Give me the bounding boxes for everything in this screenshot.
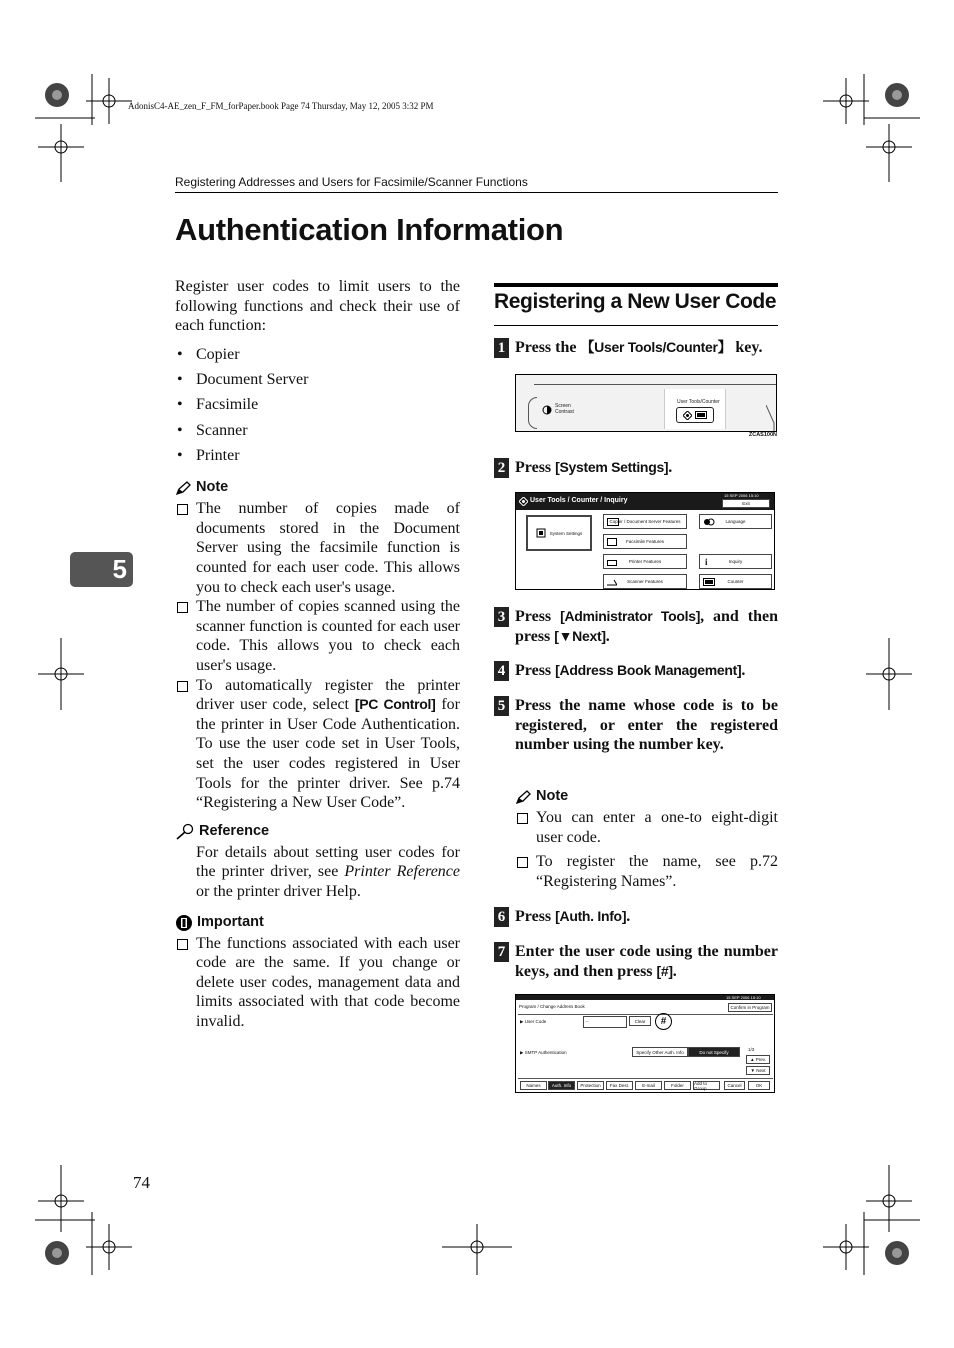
note-item: To register the name, see p.72 “Registering Names”. bbox=[515, 852, 778, 891]
list-item: • Scanner bbox=[175, 418, 460, 443]
tab-email[interactable]: E-mail bbox=[635, 1081, 662, 1090]
user-tools-icon bbox=[519, 497, 528, 506]
intro-paragraph: Register user codes to limit users to the following functions and check their use of each function: bbox=[175, 278, 460, 335]
note-text: To automatically register the printer driver user code, select bbox=[196, 676, 460, 714]
control-panel-figure bbox=[515, 374, 777, 440]
step-text bbox=[515, 907, 778, 927]
fax-icon bbox=[607, 538, 617, 546]
file-info: AdonisC4-AE_zen_F_FM_forPaper.book Page 74 Thursday, May 12, 2005 3:32 PM bbox=[128, 101, 434, 111]
screen-datetime: 15 SEP 2006 15:10 bbox=[726, 995, 761, 1000]
step-6 bbox=[494, 907, 778, 927]
system-settings-term: [System Settings] bbox=[555, 459, 669, 475]
next-button[interactable]: ▼ Next bbox=[746, 1066, 770, 1075]
tab-fax-dest[interactable]: Fax Dest. bbox=[606, 1081, 633, 1090]
pencil-icon bbox=[515, 790, 532, 805]
list-item: • Copier bbox=[175, 342, 460, 367]
step-text-part: . bbox=[668, 459, 673, 476]
prev-button[interactable]: ▲ Prev. bbox=[746, 1055, 770, 1064]
step-number: 2 bbox=[494, 458, 509, 478]
counter-button[interactable] bbox=[699, 574, 772, 589]
panel-corner bbox=[766, 405, 777, 432]
important-heading bbox=[175, 912, 460, 934]
panel-body bbox=[515, 374, 777, 432]
step-text-part: Press bbox=[515, 662, 556, 679]
pc-control-term: [PC Control] bbox=[354, 696, 436, 713]
section-bottom-rule bbox=[494, 325, 778, 326]
note-label: Note bbox=[536, 788, 569, 805]
language-button[interactable] bbox=[699, 514, 772, 529]
administrator-tools-term: [Administrator Tools] bbox=[560, 608, 701, 624]
dial-edge bbox=[528, 397, 537, 429]
button-label: Scanner Features bbox=[627, 579, 663, 584]
user-tools-counter-key[interactable] bbox=[676, 407, 714, 423]
step-number: 6 bbox=[494, 907, 509, 927]
step-text-part: . bbox=[741, 662, 746, 679]
magnifier-icon bbox=[175, 823, 195, 840]
page-title: Authentication Information bbox=[175, 212, 564, 247]
user-tools-icon bbox=[683, 411, 692, 420]
reference-text-part: For details about setting user codes for the printer driver, see bbox=[196, 843, 460, 881]
step-text-part: Press the bbox=[515, 339, 581, 356]
smtp-auth-label: ▶ SMTP Authentication bbox=[520, 1050, 567, 1055]
screen-datetime: 15 SEP 2006 15:10 bbox=[724, 493, 759, 498]
note-heading bbox=[515, 786, 778, 808]
function-list bbox=[175, 342, 460, 468]
step-number: 7 bbox=[494, 942, 509, 962]
hash-key-icon[interactable]: # bbox=[655, 1013, 672, 1030]
button-label: Counter bbox=[727, 579, 744, 584]
user-tools-key-term: 【User Tools/Counter】 bbox=[580, 339, 732, 355]
screen-header bbox=[516, 493, 774, 510]
address-book-screen bbox=[515, 994, 775, 1093]
copier-icon bbox=[607, 518, 619, 526]
cancel-button[interactable]: Cancel bbox=[724, 1081, 745, 1090]
step-number: 5 bbox=[494, 696, 509, 716]
ok-button[interactable]: OK bbox=[748, 1081, 770, 1090]
step-text-part: . bbox=[626, 908, 631, 925]
page-indicator: 1/3 bbox=[748, 1047, 755, 1052]
reference-label: Reference bbox=[199, 822, 270, 839]
counter-icon bbox=[703, 578, 715, 586]
screen-title: Program / Change Address Book bbox=[519, 1004, 585, 1009]
left-column bbox=[175, 277, 460, 1032]
note-item: You can enter a one-to eight-digit user code. bbox=[515, 808, 778, 847]
confirm-program-button[interactable]: Confirm in Program bbox=[728, 1003, 772, 1012]
divider bbox=[518, 1014, 773, 1015]
hash-key-term: [#] bbox=[656, 962, 673, 979]
step-text bbox=[515, 338, 778, 358]
chapter-tab: 5 bbox=[70, 552, 133, 587]
note-heading bbox=[175, 477, 460, 499]
step-number: 4 bbox=[494, 661, 509, 681]
user-code-text: User Code bbox=[524, 1019, 547, 1024]
note-item-pc-control bbox=[175, 676, 460, 813]
button-label: Facsimile Features bbox=[625, 539, 664, 544]
system-settings-button[interactable] bbox=[526, 515, 592, 551]
step-text-part: Enter the user code using the number keys, and then press bbox=[515, 943, 778, 980]
step-text-part: . bbox=[605, 627, 610, 645]
step-text-part: key. bbox=[731, 339, 763, 356]
clear-button[interactable]: Clear bbox=[629, 1016, 651, 1026]
settings-icon bbox=[536, 528, 546, 538]
button-label: Copier / Document Server Features bbox=[609, 519, 681, 524]
user-tools-screen bbox=[515, 492, 775, 590]
language-icon bbox=[703, 518, 715, 526]
next-term: [▼Next] bbox=[554, 627, 606, 644]
step-text-part: Press bbox=[515, 908, 556, 925]
tab-auth-info[interactable]: Auth. Info bbox=[548, 1081, 575, 1090]
step-5 bbox=[494, 696, 778, 755]
note-item: The number of copies made of documents stored in the Document Server using the facsimile function is counted for each user code. This allows you to check each user's usage. bbox=[175, 499, 460, 597]
button-label: Printer Features bbox=[628, 559, 662, 564]
address-book-management-term: [Address Book Management] bbox=[555, 662, 742, 678]
step-number: 3 bbox=[494, 607, 509, 627]
do-not-specify-button[interactable]: Do not Specify bbox=[688, 1047, 740, 1057]
pencil-icon bbox=[175, 481, 192, 496]
user-code-input[interactable] bbox=[583, 1016, 627, 1028]
tab-add-to-group[interactable]: Add to Group bbox=[693, 1081, 720, 1090]
important-item: The functions associated with each user code are the same. If you change or delete user codes, management data and limits associated with that code become invalid. bbox=[175, 934, 460, 1032]
list-item: • Printer bbox=[175, 443, 460, 468]
step-number: 1 bbox=[494, 338, 509, 358]
tab-folder[interactable]: Folder bbox=[664, 1081, 691, 1090]
step-3 bbox=[494, 607, 778, 646]
running-head: Registering Addresses and Users for Facsimile/Scanner Functions bbox=[175, 175, 528, 189]
list-item: • Document Server bbox=[175, 367, 460, 392]
divider bbox=[518, 1078, 773, 1079]
header-rule bbox=[175, 192, 778, 193]
exit-button[interactable]: Exit bbox=[722, 499, 770, 508]
system-settings-label: System Settings bbox=[549, 530, 583, 536]
smtp-auth-text: SMTP Authentication bbox=[524, 1050, 567, 1055]
facsimile-features-button[interactable] bbox=[603, 534, 687, 549]
step-text-part: . bbox=[672, 962, 677, 980]
note-item: The number of copies scanned using the scanner function is counted for each user code. This allows you to check each user's usage. bbox=[175, 597, 460, 675]
inquiry-button[interactable] bbox=[699, 554, 772, 569]
section-title: Registering a New User Code bbox=[494, 290, 777, 313]
contrast-icon bbox=[542, 405, 552, 415]
tab-names[interactable]: Names bbox=[520, 1081, 547, 1090]
step-5-note bbox=[515, 786, 778, 896]
step-text-part: Press bbox=[515, 608, 561, 625]
figure-code: ZCAS100N bbox=[748, 432, 777, 438]
section-top-rule bbox=[494, 283, 778, 287]
reference-heading bbox=[175, 821, 460, 843]
cursor-mark: _ bbox=[586, 1018, 589, 1023]
important-icon bbox=[175, 914, 193, 932]
tab-protection[interactable]: Protection bbox=[577, 1081, 604, 1090]
note-label: Note bbox=[196, 479, 229, 496]
printer-reference-title: Printer Reference bbox=[344, 863, 460, 881]
important-label: Important bbox=[197, 913, 264, 930]
panel-edge-line bbox=[534, 384, 777, 385]
copier-features-button[interactable] bbox=[603, 514, 687, 529]
user-tools-area bbox=[664, 389, 726, 429]
scanner-icon bbox=[607, 578, 617, 586]
scanner-features-button[interactable] bbox=[603, 574, 687, 589]
printer-icon bbox=[607, 558, 617, 566]
reference-text-part: or the printer driver Help. bbox=[196, 882, 361, 900]
page-number: 74 bbox=[133, 1173, 150, 1192]
step-text-part: , and then press bbox=[515, 608, 778, 645]
list-item: • Facsimile bbox=[175, 392, 460, 417]
step-text: Press the name whose code is to be registered, or enter the registered number using the number key. bbox=[515, 697, 778, 754]
step-7 bbox=[494, 942, 778, 981]
step-text bbox=[515, 942, 778, 981]
note-text: for the printer in User Code Authentication. To use the user code set in User Tools, set the user codes registered in User Tools for the printer driver. See p.74 “Registering a New User Code”. bbox=[196, 696, 461, 812]
step-1 bbox=[494, 338, 778, 358]
auth-info-term: [Auth. Info] bbox=[555, 908, 627, 924]
printer-features-button[interactable] bbox=[603, 554, 687, 569]
info-icon: i bbox=[705, 556, 708, 567]
screen-contrast-label: Screen Contrast bbox=[555, 403, 574, 415]
screen-title: User Tools / Counter / Inquiry bbox=[530, 497, 628, 504]
screen-top-bar bbox=[516, 995, 774, 1000]
step-text bbox=[515, 607, 778, 646]
user-code-label: ▶ User Code bbox=[520, 1019, 547, 1024]
specify-other-auth-button[interactable]: Specify Other Auth. Info bbox=[632, 1047, 688, 1057]
reference-text bbox=[175, 843, 460, 902]
step-text bbox=[515, 458, 778, 478]
step-2 bbox=[494, 458, 778, 478]
user-tools-counter-label: User Tools/Counter bbox=[677, 399, 720, 405]
button-label: Language bbox=[725, 519, 746, 524]
button-label: Inquiry bbox=[728, 559, 743, 564]
step-text bbox=[515, 661, 778, 681]
step-4 bbox=[494, 661, 778, 681]
step-text-part: Press bbox=[515, 459, 556, 476]
counter-icon bbox=[695, 411, 707, 419]
